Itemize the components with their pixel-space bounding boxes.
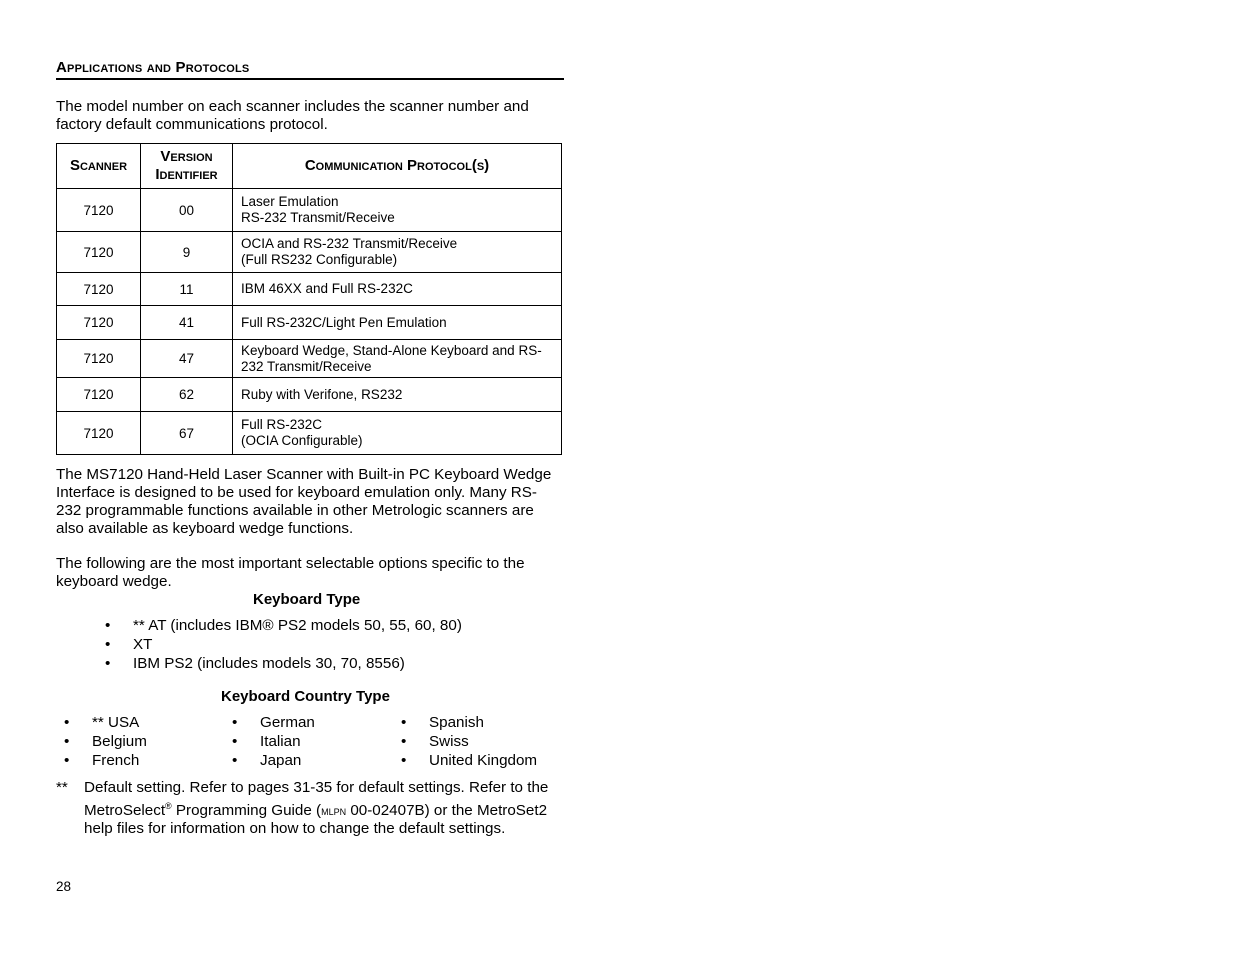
country-list-col2	[232, 713, 392, 770]
table-header-row	[57, 144, 562, 189]
country-list-col3	[401, 713, 561, 770]
list-item: • United Kingdom	[401, 751, 561, 770]
cell-scanner: 7120	[57, 340, 141, 378]
protocol-line: Laser Emulation	[241, 194, 339, 209]
keyboard-type-list	[105, 616, 545, 673]
protocol-line: (OCIA Configurable)	[241, 433, 363, 448]
page-number: 28	[56, 879, 72, 894]
footnote	[56, 779, 561, 838]
header-protocol: Communication Protocol(s)	[233, 144, 562, 189]
table-row	[57, 412, 562, 455]
cell-version: 67	[141, 412, 233, 455]
protocol-table	[56, 143, 562, 455]
country-type-heading: Keyboard Country Type	[221, 688, 390, 705]
cell-scanner: 7120	[57, 306, 141, 340]
list-item: • German	[232, 713, 392, 732]
intro-paragraph: The model number on each scanner includes the scanner number and factory default communications protocol.	[56, 98, 529, 133]
cell-protocol	[233, 189, 562, 232]
list-item: • Italian	[232, 732, 392, 751]
keyboard-type-heading: Keyboard Type	[253, 591, 361, 608]
cell-version: 41	[141, 306, 233, 340]
registered-mark: ®	[165, 801, 172, 811]
table-row	[57, 340, 562, 378]
cell-protocol: Ruby with Verifone, RS232	[233, 378, 562, 412]
cell-protocol: Keyboard Wedge, Stand-Alone Keyboard and RS-232 Transmit/Receive	[233, 340, 562, 378]
options-paragraph: The following are the most important selectable options specific to the keyboard wedge.	[56, 555, 525, 590]
list-item: • Swiss	[401, 732, 561, 751]
cell-scanner: 7120	[57, 273, 141, 306]
cell-protocol: IBM 46XX and Full RS-232C	[233, 273, 562, 306]
list-item: • XT	[105, 635, 545, 654]
cell-version: 00	[141, 189, 233, 232]
wedge-paragraph: The MS7120 Hand-Held Laser Scanner with Built-in PC Keyboard Wedge Interface is designed to be used for keyboard emulation only. Many RS-232 programmable functions available in other Metrologic scanners are also available as keyboard wedge functions.	[56, 466, 552, 537]
protocol-line: (Full RS232 Configurable)	[241, 252, 398, 267]
list-item: • IBM PS2 (includes models 30, 70, 8556)	[105, 654, 545, 673]
cell-protocol	[233, 412, 562, 455]
cell-version: 9	[141, 232, 233, 273]
header-scanner: Scanner	[57, 144, 141, 189]
table-row	[57, 232, 562, 273]
footnote-body	[84, 779, 561, 838]
header-version-line1: Version	[160, 148, 213, 165]
list-item: • ** USA	[64, 713, 224, 732]
list-item: • French	[64, 751, 224, 770]
cell-scanner: 7120	[57, 189, 141, 232]
header-version	[141, 144, 233, 189]
cell-version: 62	[141, 378, 233, 412]
cell-scanner: 7120	[57, 232, 141, 273]
footnote-text: Programming Guide (	[171, 802, 322, 820]
header-version-line2: Identifier	[155, 166, 218, 183]
protocol-line: OCIA and RS-232 Transmit/Receive	[241, 236, 458, 251]
cell-version: 11	[141, 273, 233, 306]
table-row	[57, 378, 562, 412]
list-item: • Spanish	[401, 713, 561, 732]
cell-version: 47	[141, 340, 233, 378]
protocol-line: RS-232 Transmit/Receive	[241, 210, 395, 225]
country-list-col1	[64, 713, 224, 770]
footnote-text: Default setting. Refer to pages 31-35 for default settings. Refer to the MetroSelect	[84, 779, 549, 820]
table-row	[57, 306, 562, 340]
table-row	[57, 189, 562, 232]
section-heading: Applications and Protocols	[56, 59, 564, 80]
protocol-line: Full RS-232C	[241, 417, 323, 432]
footnote-mark: **	[56, 779, 68, 796]
cell-protocol	[233, 232, 562, 273]
table-row	[57, 273, 562, 306]
footnote-text: 00-02407B) or the MetroSet2 help files for information on how to change the default settings.	[84, 802, 548, 838]
list-item: • Japan	[232, 751, 392, 770]
list-item: • Belgium	[64, 732, 224, 751]
mlpn-label: mlpn	[321, 803, 347, 819]
list-item: • ** AT (includes IBM® PS2 models 50, 55, 60, 80)	[105, 616, 545, 635]
cell-scanner: 7120	[57, 412, 141, 455]
cell-scanner: 7120	[57, 378, 141, 412]
cell-protocol: Full RS-232C/Light Pen Emulation	[233, 306, 562, 340]
